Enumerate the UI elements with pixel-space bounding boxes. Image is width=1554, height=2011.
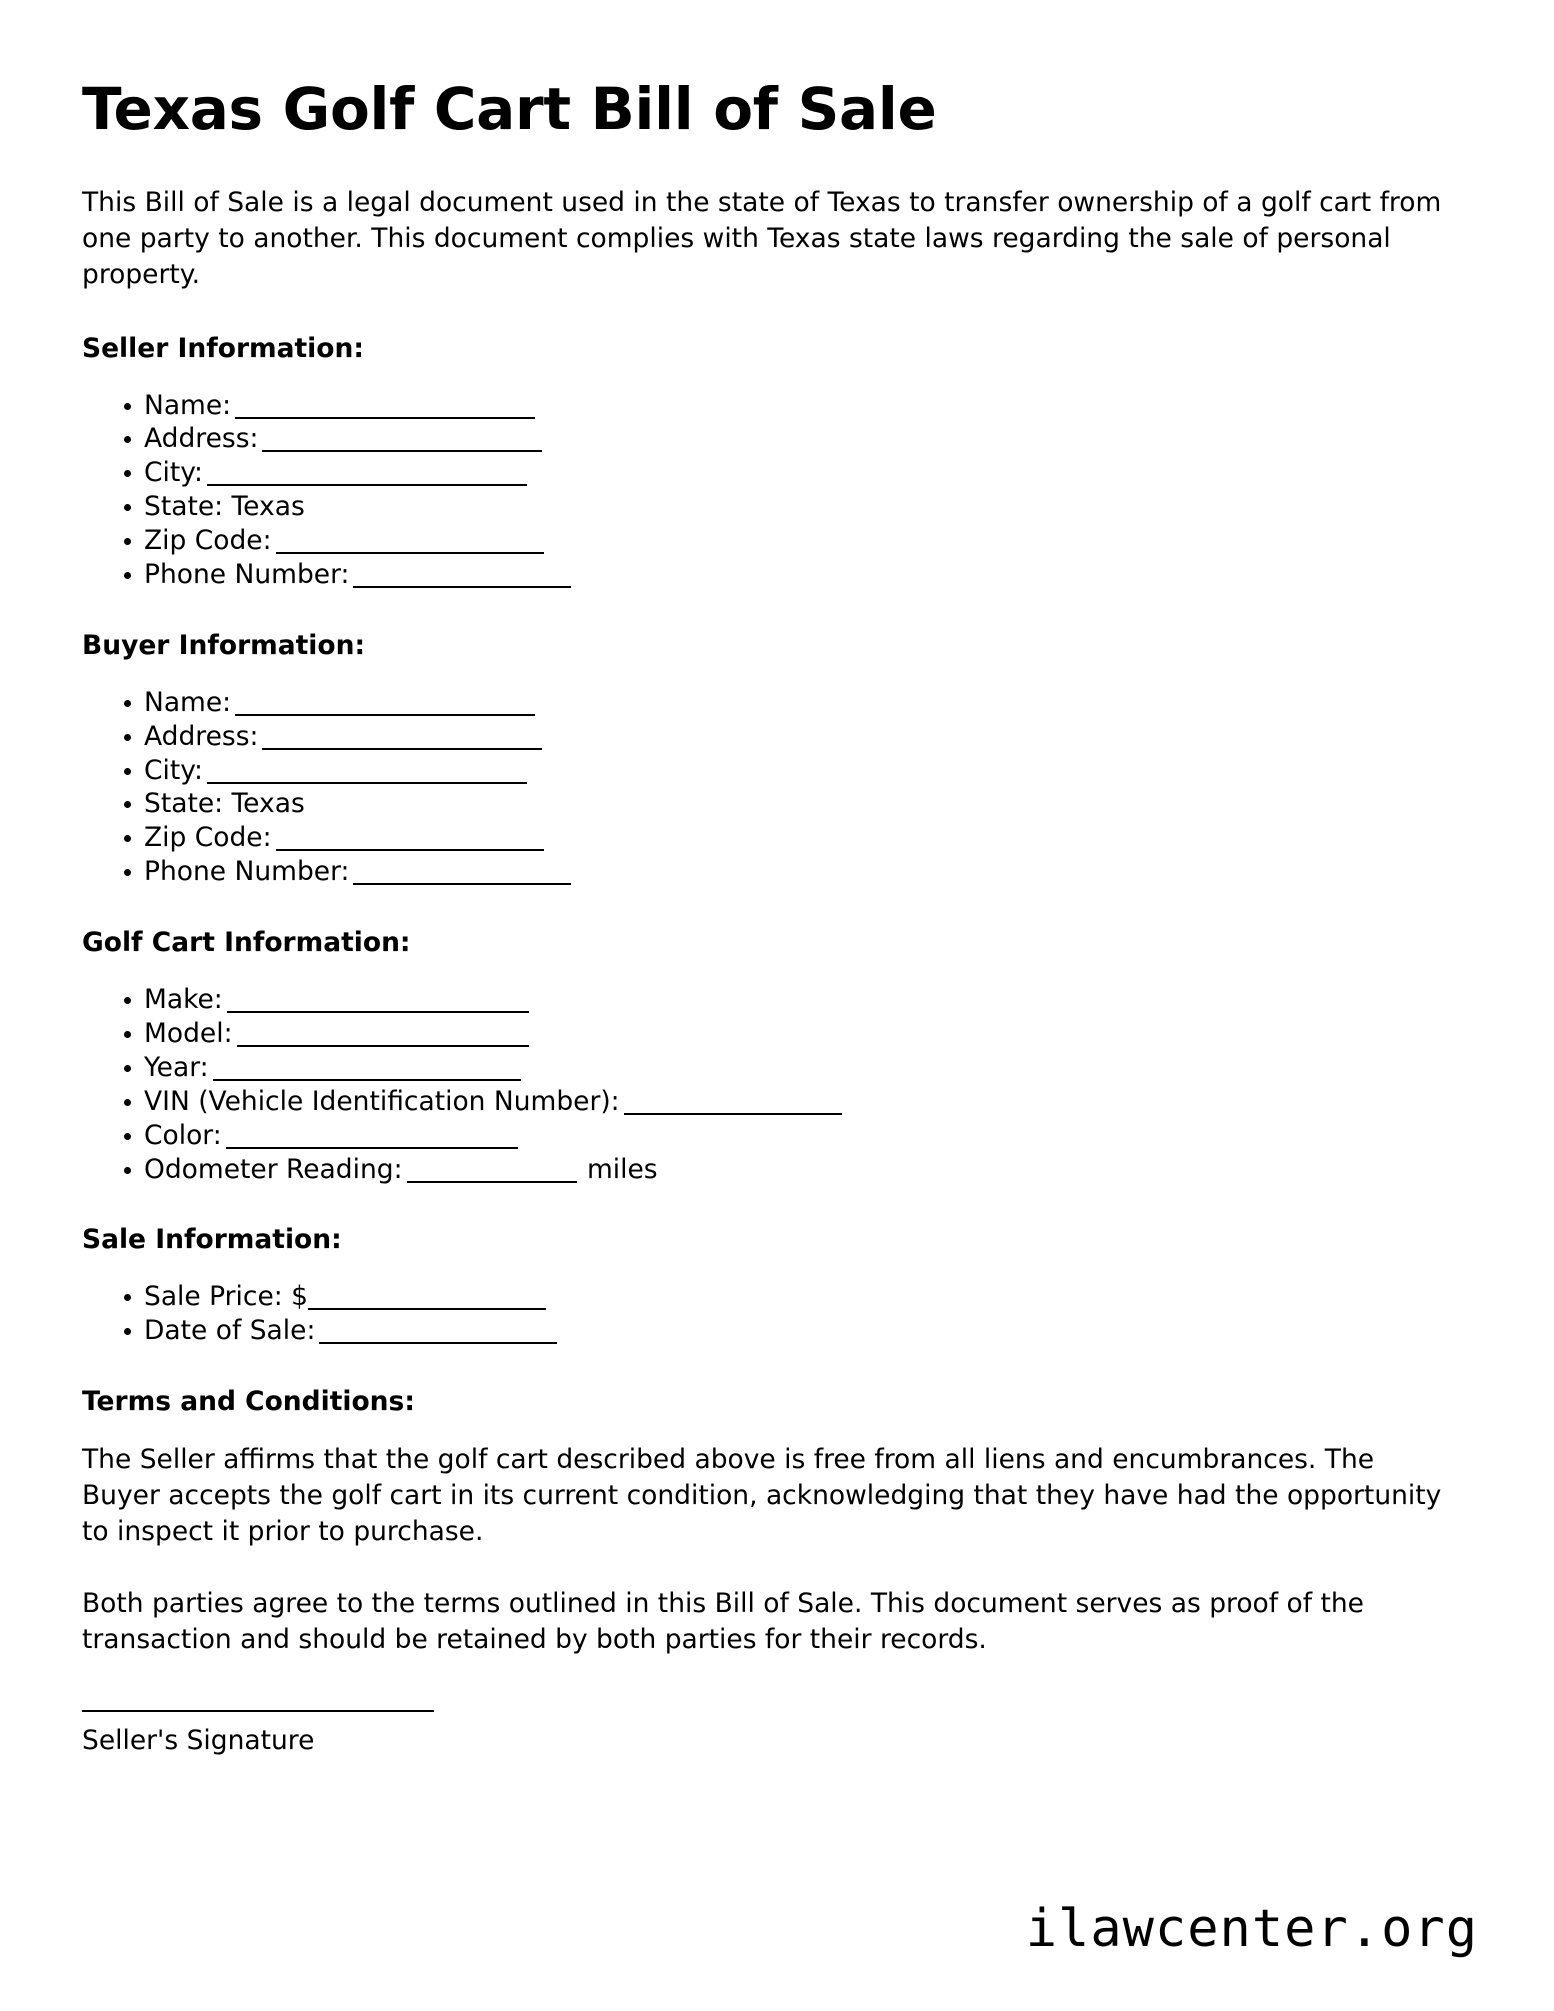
field-label: VIN (Vehicle Identification Number): [144, 1085, 620, 1117]
field-label: Address: [144, 720, 259, 752]
field-list-item [82, 1119, 1474, 1153]
field-label: Name: [144, 389, 232, 421]
field-list-item [82, 821, 1474, 855]
field-blank[interactable] [237, 1045, 529, 1047]
seller-signature-label: Seller's Signature [82, 1724, 315, 1756]
field-list-item [82, 389, 1474, 423]
sale-information-fields [82, 1280, 1474, 1348]
page-title: Texas Golf Cart Bill of Sale [82, 75, 937, 143]
field-list-item [82, 686, 1474, 720]
field-blank[interactable] [407, 1181, 577, 1183]
field-label: Phone Number: [144, 559, 350, 591]
field-label: Zip Code: [144, 525, 272, 557]
field-blank[interactable] [262, 748, 542, 750]
field-blank[interactable] [213, 1079, 521, 1081]
field-label: Name: [144, 686, 232, 718]
field-label: State: [144, 788, 224, 820]
field-blank[interactable] [276, 552, 544, 554]
field-blank[interactable] [353, 586, 571, 588]
sale-information-heading: Sale Information: [82, 1224, 342, 1256]
intro-paragraph: This Bill of Sale is a legal document used in the state of Texas to transfer ownership of a golf cart from one party to another. This document complies with Texas state laws regarding the sale of personal property. [82, 186, 1442, 290]
field-list-item [82, 855, 1474, 889]
terms-paragraph-2: Both parties agree to the terms outlined in this Bill of Sale. This document serves as proof of the transaction and should be retained by both parties for their records. [82, 1587, 1364, 1655]
field-label: Date of Sale: [144, 1315, 316, 1347]
field-list-item [82, 1314, 1474, 1348]
field-list-item [82, 490, 1474, 524]
seller-information-heading: Seller Information: [82, 332, 364, 364]
field-label: Color: [144, 1119, 222, 1151]
field-value: Texas [223, 788, 305, 820]
field-list-item [82, 1153, 1474, 1187]
field-label: Address: [144, 423, 259, 455]
field-blank[interactable] [624, 1113, 842, 1115]
field-value: Texas [223, 491, 305, 523]
site-watermark: ilawcenter.org [1025, 1899, 1478, 1959]
field-list-item [82, 983, 1474, 1017]
field-list-item [82, 456, 1474, 490]
buyer-information-fields [82, 686, 1474, 889]
seller-information-fields [82, 389, 1474, 592]
field-label: Odometer Reading: [144, 1153, 403, 1185]
field-label: City: [144, 457, 203, 489]
field-list-item [82, 1280, 1474, 1314]
field-list-item [82, 558, 1474, 592]
field-blank[interactable] [319, 1342, 557, 1344]
field-blank[interactable] [308, 1308, 546, 1310]
field-suffix: miles [578, 1153, 658, 1185]
field-list-item [82, 787, 1474, 821]
field-list-item [82, 422, 1474, 456]
field-label: Year: [144, 1051, 209, 1083]
field-list-item [82, 1051, 1474, 1085]
seller-signature-area [82, 1710, 1474, 1757]
field-list-item [82, 720, 1474, 754]
terms-paragraph-1: The Seller affirms that the golf cart described above is free from all liens and encumbrances. The Buyer accepts the golf cart in its current condition, acknowledging that they have had the opportunity to inspect it prior to purchase. [82, 1443, 1442, 1547]
field-label: Make: [144, 983, 223, 1015]
field-list-item [82, 524, 1474, 558]
field-blank[interactable] [276, 849, 544, 851]
field-list-item [82, 1085, 1474, 1119]
seller-signature-line[interactable] [82, 1710, 434, 1712]
field-list-item [82, 1017, 1474, 1051]
field-label: Phone Number: [144, 856, 350, 888]
field-label: Sale Price: $ [144, 1281, 309, 1313]
field-blank[interactable] [235, 714, 535, 716]
field-list-item [82, 754, 1474, 788]
terms-and-conditions-body [82, 1442, 1474, 1658]
field-label: Zip Code: [144, 822, 272, 854]
buyer-information-heading: Buyer Information: [82, 629, 366, 661]
golf-cart-information-fields [82, 983, 1474, 1186]
golf-cart-information-heading: Golf Cart Information: [82, 927, 411, 959]
field-blank[interactable] [207, 782, 527, 784]
field-blank[interactable] [235, 417, 535, 419]
terms-and-conditions-heading: Terms and Conditions: [82, 1386, 415, 1418]
field-blank[interactable] [207, 484, 527, 486]
field-blank[interactable] [226, 1147, 518, 1149]
field-blank[interactable] [353, 883, 571, 885]
field-blank[interactable] [227, 1011, 529, 1013]
field-label: State: [144, 491, 224, 523]
field-label: Model: [144, 1017, 233, 1049]
field-blank[interactable] [262, 450, 542, 452]
field-label: City: [144, 754, 203, 786]
